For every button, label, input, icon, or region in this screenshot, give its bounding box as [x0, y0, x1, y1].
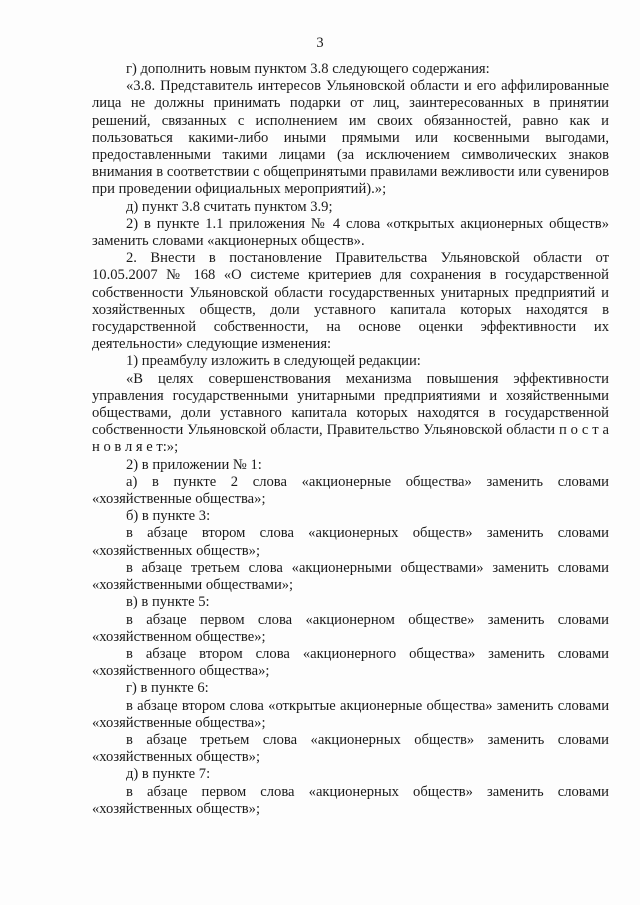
paragraph-item-d-p7: д) в пункте 7: [126, 766, 211, 783]
paragraph-p6-abz2: в абзаце втором слова «открытые акционерные общества» заменить словами «хозяйственные общества»; [92, 697, 609, 731]
paragraph-item-v: в) в пункте 5: [126, 594, 210, 611]
paragraph-section-2: 2. Внести в постановление Правительства Ульяновской области от 10.05.2007 № 168 «О системе критериев для сохранения в государственной собственности Ульяновской области государственных унитарных предприятий и хозяйственных обществ, доли уставного капитала которых находятся в государственной собственности, на основе оценки эффективности их деятельности» следующие изменения: [92, 250, 609, 353]
paragraph-clause-3-8: «3.8. Представитель интересов Ульяновской области и его аффилированные лица не должны принимать подарки от лиц, заинтересованных в принятии решений, связанных с исполнением им своих обязанностей, равно как и пользоваться какими-либо иными прямыми или косвенными выгодами, предоставленными такими лицами (за исключением символических знаков внимания в соответствии с общепринятыми правилами вежливости или сувениров при проведении официальных мероприятий).»; [92, 78, 609, 198]
paragraph-item-g-p6: г) в пункте 6: [126, 680, 209, 697]
paragraph-p6-abz3: в абзаце третьем слова «акционерных обществ» заменить словами «хозяйственных обществ»; [92, 731, 609, 766]
paragraph-appendix-1: 2) в приложении № 1: [126, 456, 262, 473]
paragraph-preamble-text: «В целях совершенствования механизма повышения эффективности управления государственными унитарными предприятиями и хозяйственными обществами, доли уставного капитала которых находятся в государственной собственности Ульяновской области, Правительство Ульяновской области п о с т а н о в л я е т:»; [92, 370, 609, 456]
paragraph-item-a: а) в пункте 2 слова «акционерные общества» заменить словами «хозяйственные общества»; [92, 473, 609, 508]
paragraph-p3-abz3: в абзаце третьем слова «акционерными обществами» заменить словами «хозяйственными обществами»; [92, 559, 609, 594]
paragraph-p3-abz2: в абзаце втором слова «акционерных обществ» заменить словами «хозяйственных обществ»; [92, 525, 609, 559]
document-body [92, 61, 609, 818]
paragraph-item-d: д) пункт 3.8 считать пунктом 3.9; [126, 198, 333, 215]
paragraph-p7-abz1: в абзаце первом слова «акционерных обществ» заменить словами «хозяйственных обществ»; [92, 783, 609, 817]
page-number: 3 [316, 35, 324, 51]
paragraph-item-b: б) в пункте 3: [126, 508, 211, 525]
paragraph-item-g: г) дополнить новым пунктом 3.8 следующего содержания: [126, 61, 490, 77]
paragraph-point-2-appendix-4: 2) в пункте 1.1 приложения № 4 слова «открытых акционерных обществ» заменить словами «акционерных обществ». [92, 215, 609, 250]
paragraph-preamble-heading: 1) преамбулу изложить в следующей редакции: [126, 353, 421, 370]
paragraph-p5-abz1: в абзаце первом слова «акционерном обществе» заменить словами «хозяйственном обществе»; [92, 611, 609, 645]
paragraph-p5-abz2: в абзаце втором слова «акционерного общества» заменить словами «хозяйственного общества»; [92, 645, 609, 680]
